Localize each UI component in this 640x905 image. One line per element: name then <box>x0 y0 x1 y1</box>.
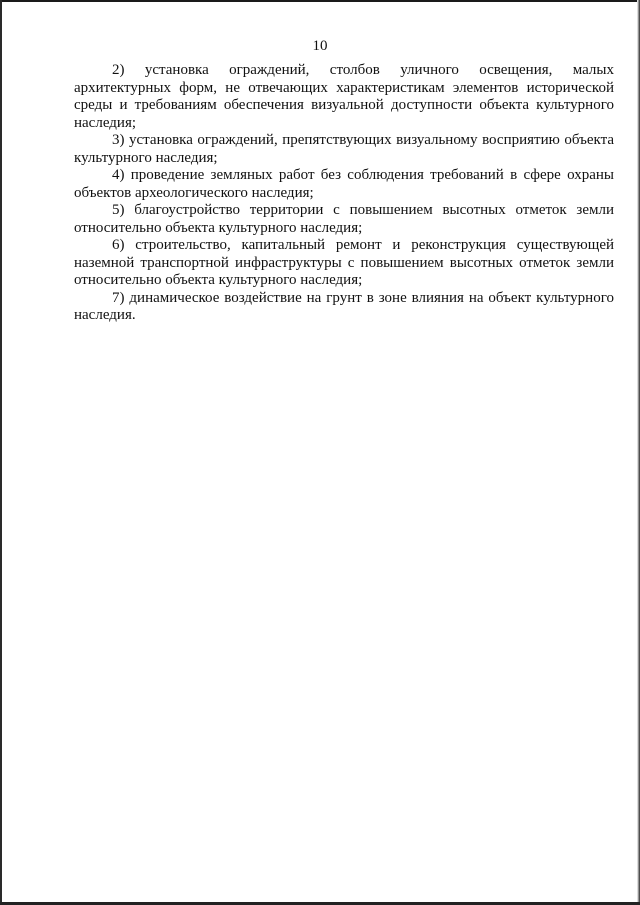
document-body <box>74 62 614 325</box>
scan-edge-top <box>0 0 640 2</box>
list-item-3: 3) установка ограждений, препятствующих визуальному восприятию объекта культурного наследия; <box>74 132 614 166</box>
scan-edge-left <box>0 0 2 905</box>
list-item-5: 5) благоустройство территории с повышением высотных отметок земли относительно объекта культурного наследия; <box>74 202 614 236</box>
list-item-4: 4) проведение земляных работ без соблюдения требований в сфере охраны объектов археологического наследия; <box>74 167 614 201</box>
list-item-7: 7) динамическое воздействие на грунт в зоне влияния на объект культурного наследия. <box>74 289 614 323</box>
list-item-2: 2) установка ограждений, столбов уличного освещения, малых архитектурных форм, не отвечающих характеристикам элементов исторической среды и требованиям обеспечения визуальной доступности объекта культурного наследия; <box>74 62 614 131</box>
list-item-6: 6) строительство, капитальный ремонт и реконструкция существующей наземной транспортной инфраструктуры с повышением высотных отметок земли относительно объекта культурного наследия; <box>74 237 614 288</box>
page-number: 10 <box>312 38 328 54</box>
